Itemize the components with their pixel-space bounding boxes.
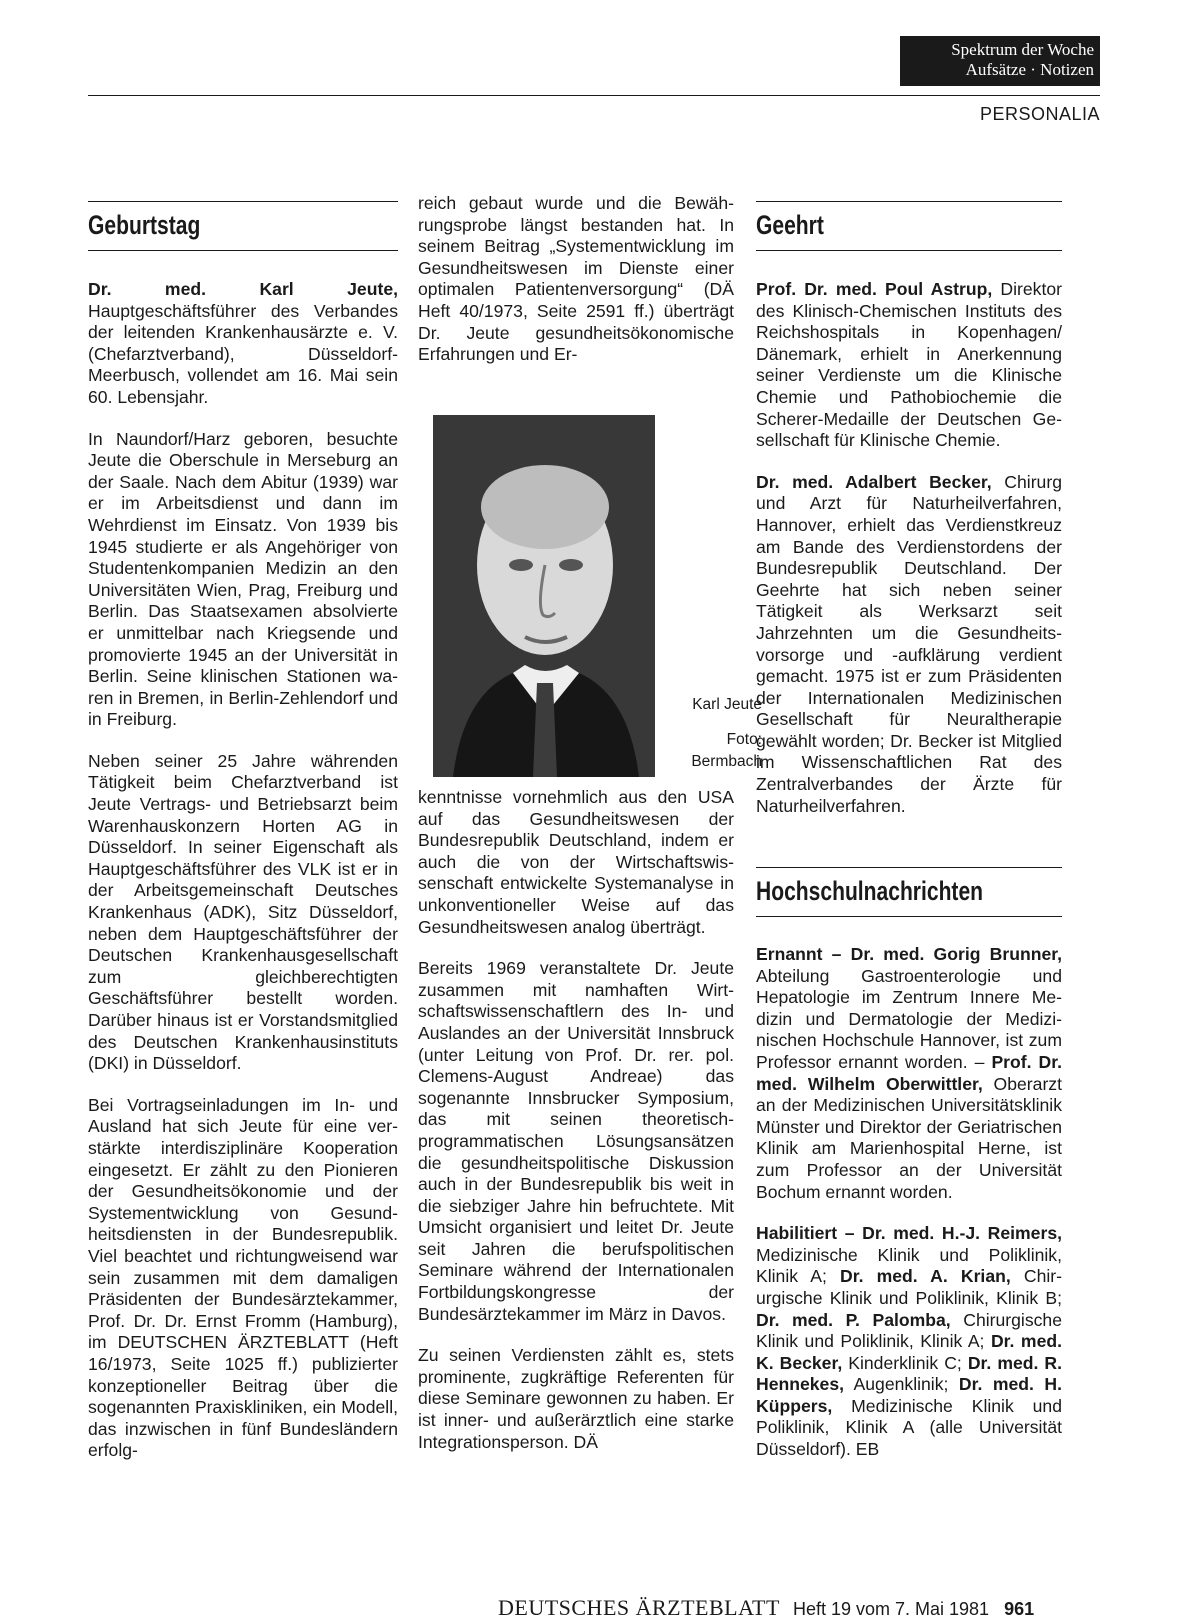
middle-paragraph: Bereits 1969 veranstaltete Dr. Jeute zusammen mit namhaften Wirtschaftswissenschaftlern des In- und Auslandes an der Universität Innsbruck (unter Leitung von Prof. Dr. rer. pol. Clemens-August Andreae) das sogenannte Innsbrucker Symposium, das mit seinen theoretisch-programmatischen Lösungsansätzen die gesundheitspolitische Diskussion auch in der Bundesrepublik bis weit in die siebziger Jahre hin befruchtete. Mit Umsicht organisiert und leitet Dr. Jeute seit Jahren die berufspolitischen Seminare während der Internationalen Fortbildungskongresse der Bundesärztekammer im März in Davos. [418,958,734,1324]
hochschul-paragraph: Ernannt – Dr. med. Gorig Brunner, Abteilung Gastroenterologie und Hepatologie im Zentrum Innere Medizin und Dermatologie der Medizinischen Hochschule Hannover, ist zum Professor ernannt worden. – Prof. Dr. med. Wilhelm Oberwittler, Oberarzt an der Medizinischen Universitätsklinik Münster und Direktor der Geriatrischen Klinik am Marienhospital Herne, ist zum Professor an der Universität Bochum ernannt worden. [756,944,1063,1202]
category-label: PERSONALIA [979,104,1100,124]
geburtstag-paragraph: In Naundorf/Harz geboren, besuchte Jeute die Oberschule in Merseburg an der Saale. Nach dem Abitur (1939) war er im Arbeitsdienst und dann im Wehrdienst im Einsatz. Von 1939 bis 1945 studierte er als Angehöriger von Studentenkompanien Medizin an den Universitäten Wien, Prag, Freiburg und Berlin. Das Staatsexamen absolvierte er unmittelbar nach Kriegsende und promovierte 1945 an der Universität in Berlin. Seine klinischen Stationen waren in Bremen, in Berlin-Zehlendorf und in Freiburg. [88,428,398,730]
page-footer [498,1595,1034,1621]
caption-name: Karl Jeute [692,696,762,713]
geehrt-top-rule [756,201,1062,202]
hochschul-paragraph: Habilitiert – Dr. med. H.-J. Reimers, Medizinische Klinik und Poliklinik, Klinik A; Dr. med. A. Krian, Chirurgische Klinik und Poliklinik, Klinik B; Dr. med. P. Palomba, Chirurgische Klinik und Poliklinik, Klinik A; Dr. med. K. Becker, Kinderklinik C; Dr. med. R. Hennekes, Augenklinik; Dr. med. H. Küppers, Medizinische Klinik und Poliklinik, Klinik A (alle Universität Düsseldorf). EB [756,1223,1062,1460]
hochschul-body [756,944,1062,1481]
middle-paragraph: reich gebaut wurde und die Bewährungsprobe längst bestanden hat. In seinem Beitrag „Systementwicklung im Gesundheitswesen im Dienste einer optimalen Patientenversorgung“ (DÄ Heft 40/1973, Seite 2591 ff.) überträgt Dr. Jeute gesundheitsökonomische Erfahrungen und Er- [418,193,734,365]
geburtstag-top-rule [88,201,398,202]
geburtstag-body [88,279,398,1482]
page-number: 961 [1004,1599,1035,1619]
header-rule [88,95,1100,96]
geehrt-heading: Geehrt [756,210,824,240]
section-label-line1: Spektrum der Woche [951,40,1094,59]
geehrt-paragraph: Prof. Dr. med. Poul Astrup, Direktor des Klinisch-Chemischen Instituts des Reichshospitals in Kopenhagen/ Dänemark, erhielt in Anerkennung seiner Verdienste um die Klinische Chemie und Pathobiochemie die Scherer-Medaille der Deutschen Gesellschaft für Klinische Chemie. [756,279,1063,451]
middle-paragraph: Zu seinen Verdiensten zählt es, stets prominente, zugkräftige Referenten für diese Seminare gewonnen zu haben. Er ist inner- und außerärztlich eine starke Integrationsperson. DÄ [418,1345,734,1452]
geburtstag-paragraph: Bei Vortragseinladungen im In- und Ausland hat sich Jeute für eine verstärkte interdisziplinäre Kooperation eingesetzt. Er zählt zu den Pionieren der Gesundheitsökonomie und der Systementwicklung von Gesundheitsdiensten in der Bundesrepublik. Viel beachtet und richtungweisend war sein zusammen mit dem damaligen Präsidenten der Bundesärztekammer, Prof. Dr. Dr. Ernst Fromm (Hamburg), im DEUTSCHEN ÄRZTEBLATT (Heft 16/1973, Seite 1025 ff.) publizierter konzeptioneller Beitrag über die sogenannten Praxiskliniken, ein Modell, das inzwischen in fünf Bundesländern erfolg- [88,1094,398,1461]
middle-body-top [418,193,734,386]
geburtstag-paragraph: Dr. med. Karl Jeute, Hauptgeschäftsführer des Verbandes der leitenden Krankenhausärzte e. V. (Chefarztverband), Düsseldorf-Meerbusch, vollendet am 16. Mai sein 60. Lebensjahr. [88,279,398,407]
hochschul-top-rule [756,867,1062,868]
middle-body-bottom [418,787,734,1473]
portrait-illustration [433,415,655,777]
hochschul-heading: Hochschulnachrichten [756,876,984,906]
geburtstag-paragraph: Neben seiner 25 Jahre währenden Tätigkeit beim Chefarztverband ist Jeute Vertrags- und Betriebsarzt beim Warenhauskonzern Horten AG in Düsseldorf. In seiner Eigenschaft als Hauptgeschäftsführer des VLK ist er in der Arbeitsgemeinschaft Deutsches Krankenhaus (ADK), Sitz Düsseldorf, neben dem Hauptgeschäftsführer der Deutschen Krankenhausgesellschaft zum gleichberechtigten Geschäftsführer bestellt worden. Darüber hinaus ist er Vorstandsmitglied des Deutschen Krankenhausinstituts (DKI) in Düsseldorf. [88,750,398,1074]
section-label-box [900,36,1100,86]
photo-caption [672,694,762,786]
geburtstag-bottom-rule [88,250,398,251]
geburtstag-heading: Geburtstag [88,210,201,240]
portrait-photo [433,415,655,777]
caption-credit: Foto: Bermbach [691,731,762,770]
hochschul-bottom-rule [756,916,1062,917]
middle-paragraph: kenntnisse vornehmlich aus den USA auf das Gesundheitswesen der Bundesrepublik Deutschland, indem er auch die von der Wirtschaftswissenschaft entwickelte Systemanalyse in unkonventioneller Weise auf das Gesundheitswesen analog überträgt. [418,787,734,937]
section-label-line2: Aufsätze · Notizen [965,60,1094,79]
geehrt-body [756,279,1062,837]
geehrt-paragraph: Dr. med. Adalbert Becker, Chirurg und Arzt für Naturheilverfahren, Hannover, erhielt das Verdienstkreuz am Bande des Verdienstordens der Bundesrepublik Deutschland. Der Geehrte hat sich neben seiner Tätigkeit als Werksarzt seit Jahrzehnten um die Gesundheitsvorsorge und -aufklärung verdient gemacht. 1975 ist er zum Präsidenten der Internationalen Medizinischen Gesellschaft für Neuraltherapie gewählt worden; Dr. Becker ist Mitglied im Wissenschaftlichen Rat des Zentralverbandes der Ärzte für Naturheilverfahren. [756,471,1062,816]
geehrt-bottom-rule [756,250,1062,251]
publication-name: DEUTSCHES ÄRZTEBLATT [498,1595,780,1620]
issue-info: Heft 19 vom 7. Mai 1981 [792,1599,990,1619]
